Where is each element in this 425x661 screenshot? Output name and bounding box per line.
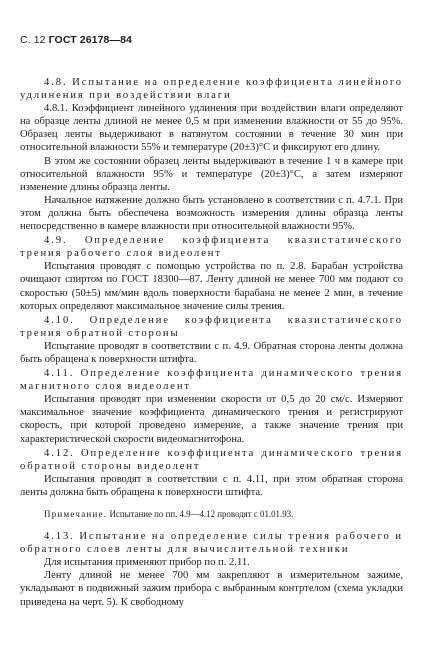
- paragraph-4-12: Испытания проводят в соответствии с п. 4.11, при этом обратная сторона ленты должна быть обращена к поверхности штифта.: [20, 473, 403, 498]
- document-body: [20, 75, 403, 609]
- note-label: Примечание.: [44, 509, 108, 519]
- section-heading-4-8: 4.8. Испытание на определение коэффициента линейного удлинения при воздействии влаги: [20, 77, 403, 102]
- section-heading-4-11: 4.11. Определение коэффициента динамического трения магнитного слоя видеолент: [20, 368, 403, 393]
- section-heading-4-12: 4.12. Определение коэффициента динамического трения обратной стороны видеолент: [20, 447, 403, 472]
- page-header: [20, 34, 132, 47]
- section-heading-4-13: 4.13. Испытание на определение силы трения рабочего и обратного слоев ленты для вычислительной техники: [20, 531, 403, 556]
- paragraph-4-13-device: Для испытания применяют прибор по п. 2.11.: [44, 557, 250, 569]
- section-heading-4-10: 4.10. Определение коэффициента квазистатического трения обратной стороны: [20, 314, 403, 339]
- paragraph-4-8-1: 4.8.1. Коэффициент линейного удлинения при воздействии влаги определяют на образце ленты длиной не менее 0,5 м при изменении влажности от 55 до 95%. Образец ленты выдерживают в натянутом состоянии в течение 30 мин при относительной влажности 55% и температуре (20±3)°С и фиксируют его длину.: [20, 103, 403, 154]
- footnote-remark: [20, 508, 403, 521]
- standard-code: ГОСТ 26178—84: [48, 34, 132, 46]
- note-text: Испытание по пп. 4.9—4.12 проводят с 01.01.93.: [109, 509, 294, 519]
- page-label: С. 12: [20, 34, 46, 46]
- paragraph-4-13-procedure: Ленту длиной не менее 700 мм закрепляют в измерительном зажиме, укладывают в подвижный зажим прибора с выбранным контртелом (схема укладки приведена на черт. 5). К свободному: [20, 570, 403, 608]
- section-heading-4-9: 4.9. Определение коэффициента квазистатического трения рабочего слоя видеолент: [20, 235, 403, 260]
- paragraph-4-10: Испытание проводят в соответствии с п. 4.9. Обратная сторона ленты должна быть обращена к поверхности штифта.: [20, 340, 403, 365]
- paragraph-initial-tension: Начальное натяжение должно быть установлено в соответствии с п. 4.7.1. При этом должна быть обеспечена возможность измерения длины образца ленты непосредственно в камере влажности при относительной влажности 95%.: [20, 194, 403, 233]
- paragraph-4-11: Испытания проводят при изменении скорости от 0,5 до 20 см/с. Измеряют максимальное значение коэффициента динамического трения и регистрируют скорость, при которой проведено измерение, а также значение трения при характеристической скорости видеомагнитофона.: [20, 394, 403, 445]
- paragraph-4-9: Испытания проводят с помощью устройства по п. 2.8. Барабан устройства очищают спиртом по ГОСТ 18300—87. Ленту длиной не менее 700 мм подают со скоростью (50±5) мм/мин вдоль поверхности барабана не менее 2 мин, в течение которых определяют максимальное значение силы трения.: [20, 261, 403, 312]
- paragraph-humidity-hold: В этом же состоянии образец ленты выдерживают в течение 1 ч в камере при относительной влажности 95% и температуре (20±3)°С, а затем измеряют изменение длины образца ленты.: [20, 155, 403, 193]
